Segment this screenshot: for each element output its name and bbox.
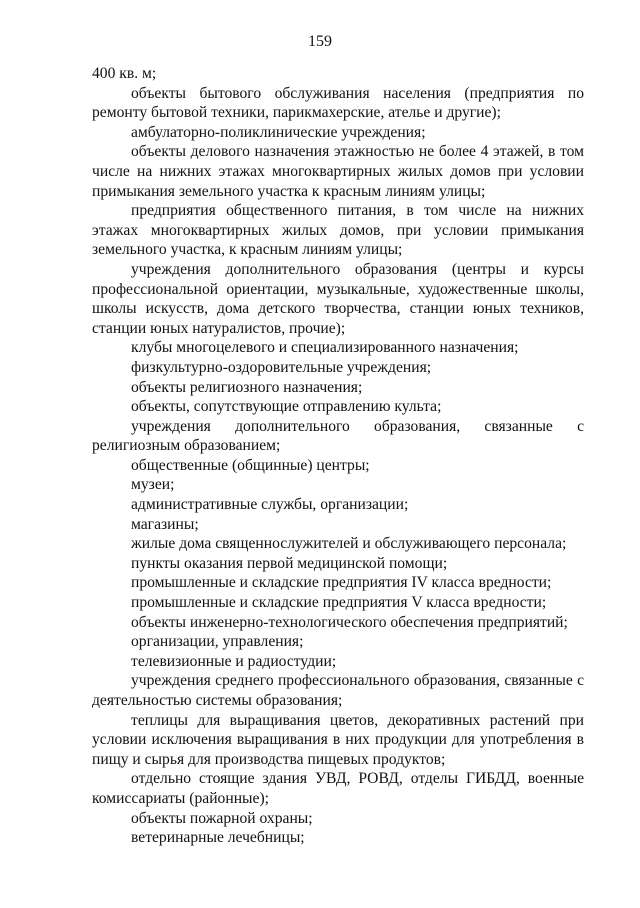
paragraph: объекты религиозного назначения;	[131, 378, 363, 396]
paragraph: административные службы, организации;	[131, 496, 409, 514]
paragraph: объекты делового назначения этажностью не более 4 этажей, в том числе на нижних этажах многоквартирных жилых домов при условии примыкания земельного участка к красным линиям улицы;	[92, 143, 584, 200]
paragraph: магазины;	[131, 515, 199, 533]
paragraph: предприятия общественного питания, в том числе на нижних этажах многоквартирных жилых домов, при условии примыкания земельного участка, к красным линиям улицы;	[92, 202, 584, 259]
paragraph: учреждения дополнительного образования, связанные с религиозным образованием;	[92, 417, 584, 455]
paragraph: клубы многоцелевого и специализированного назначения;	[131, 339, 519, 357]
page-number: 159	[308, 33, 332, 50]
paragraph: ветеринарные лечебницы;	[131, 829, 305, 847]
paragraph: отдельно стоящие здания УВД, РОВД, отделы ГИБДД, военные комиссариаты (районные);	[92, 770, 584, 807]
paragraph: промышленные и складские предприятия V класса вредности;	[131, 594, 547, 612]
paragraph: музеи;	[131, 476, 175, 494]
document-body	[92, 64, 584, 848]
paragraph: объекты пожарной охраны;	[131, 809, 313, 827]
paragraph: объекты бытового обслуживания населения (предприятия по ремонту бытовой техники, парикмахерские, ателье и другие);	[92, 84, 584, 122]
paragraph: амбулаторно-поликлинические учреждения;	[131, 123, 426, 141]
paragraph: пункты оказания первой медицинской помощи;	[131, 554, 448, 572]
paragraph: теплицы для выращивания цветов, декоративных растений при условии исключения выращивания в них продукции для употребления в пищу и сырья для производства пищевых продуктов;	[92, 711, 584, 768]
paragraph: физкультурно-оздоровительные учреждения;	[131, 358, 432, 376]
paragraph: жилые дома священнослужителей и обслуживающего персонала;	[131, 535, 567, 553]
paragraph: общественные (общинные) центры;	[131, 456, 370, 474]
paragraph: промышленные и складские предприятия IV класса вредности;	[131, 574, 552, 592]
paragraph: организации, управления;	[131, 633, 304, 651]
paragraph: 400 кв. м;	[92, 65, 157, 82]
paragraph: учреждения дополнительного образования (центры и курсы профессиональной ориентации, музыкальные, художественные школы, школы искусств, дома детского творчества, станции юных техников, станции юных натуралистов, прочие);	[92, 260, 584, 337]
paragraph: объекты инженерно-технологического обеспечения предприятий;	[131, 613, 568, 631]
paragraph: телевизионные и радиостудии;	[131, 652, 337, 670]
paragraph: учреждения среднего профессионального образования, связанные с деятельностью системы образования;	[92, 672, 584, 709]
paragraph: объекты, сопутствующие отправлению культа;	[131, 398, 442, 416]
